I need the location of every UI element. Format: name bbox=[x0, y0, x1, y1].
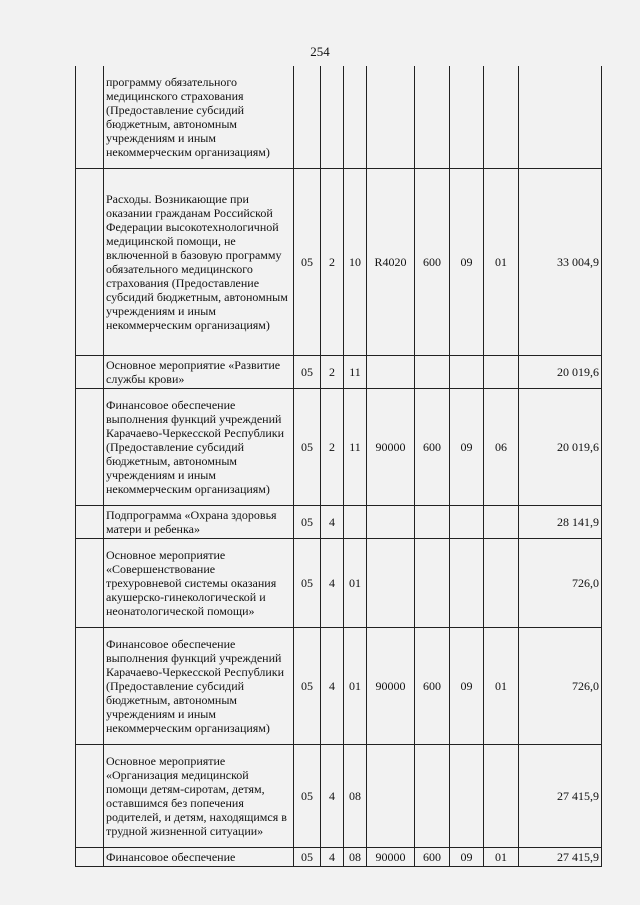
table-body bbox=[76, 66, 602, 867]
program-code-cell: 05 bbox=[294, 628, 321, 745]
event-code-cell bbox=[344, 506, 367, 539]
amount-cell: 20 019,6 bbox=[519, 389, 602, 506]
amount-cell: 27 415,9 bbox=[519, 745, 602, 848]
table-row bbox=[76, 356, 602, 389]
amount-cell: 33 004,9 bbox=[519, 169, 602, 356]
subprogram-code-cell bbox=[321, 66, 344, 169]
program-code-cell bbox=[294, 66, 321, 169]
expense-type-cell bbox=[415, 506, 450, 539]
index-cell bbox=[76, 506, 104, 539]
item-name-cell: Основное мероприятие «Развитие службы крови» bbox=[104, 356, 294, 389]
index-cell bbox=[76, 66, 104, 169]
subsection-cell: 01 bbox=[484, 169, 519, 356]
subprogram-code-cell: 4 bbox=[321, 539, 344, 628]
direction-code-cell bbox=[367, 745, 415, 848]
subsection-cell: 01 bbox=[484, 628, 519, 745]
table-row bbox=[76, 848, 602, 867]
subprogram-code-cell: 4 bbox=[321, 506, 344, 539]
index-cell bbox=[76, 356, 104, 389]
amount-cell: 28 141,9 bbox=[519, 506, 602, 539]
direction-code-cell bbox=[367, 66, 415, 169]
item-name-cell: Основное мероприятие «Совершенствование трехуровневой системы оказания акушерско-гинекологической и неонатологической помощи» bbox=[104, 539, 294, 628]
section-cell: 09 bbox=[450, 848, 484, 867]
expense-type-cell: 600 bbox=[415, 848, 450, 867]
subprogram-code-cell: 2 bbox=[321, 389, 344, 506]
subsection-cell bbox=[484, 66, 519, 169]
amount-cell: 726,0 bbox=[519, 539, 602, 628]
section-cell: 09 bbox=[450, 169, 484, 356]
index-cell bbox=[76, 745, 104, 848]
amount-cell bbox=[519, 66, 602, 169]
subsection-cell bbox=[484, 745, 519, 848]
subsection-cell bbox=[484, 356, 519, 389]
subprogram-code-cell: 4 bbox=[321, 628, 344, 745]
item-name-cell: Финансовое обеспечение выполнения функций учреждений Карачаево-Черкесской Республики (Предоставление субсидий бюджетным, автономным учреждениям и иным некоммерческим организациям) bbox=[104, 389, 294, 506]
event-code-cell: 01 bbox=[344, 628, 367, 745]
program-code-cell: 05 bbox=[294, 169, 321, 356]
subprogram-code-cell: 2 bbox=[321, 169, 344, 356]
subsection-cell: 01 bbox=[484, 848, 519, 867]
table-row bbox=[76, 66, 602, 169]
section-cell bbox=[450, 539, 484, 628]
direction-code-cell bbox=[367, 539, 415, 628]
expense-type-cell bbox=[415, 745, 450, 848]
index-cell bbox=[76, 539, 104, 628]
amount-cell: 726,0 bbox=[519, 628, 602, 745]
section-cell bbox=[450, 506, 484, 539]
item-name-cell: Расходы. Возникающие при оказании гражданам Российской Федерации высокотехнологичной медицинской помощи, не включенной в базовую программу обязательного медицинского страхования (Предоставление субсидий бюджетным, автономным учреждениям и иным некоммерческим организациям) bbox=[104, 169, 294, 356]
expense-type-cell bbox=[415, 66, 450, 169]
event-code-cell: 01 bbox=[344, 539, 367, 628]
index-cell bbox=[76, 389, 104, 506]
item-name-cell: Подпрограмма «Охрана здоровья матери и ребенка» bbox=[104, 506, 294, 539]
direction-code-cell: 90000 bbox=[367, 848, 415, 867]
index-cell bbox=[76, 169, 104, 356]
event-code-cell: 08 bbox=[344, 848, 367, 867]
table-row bbox=[76, 628, 602, 745]
budget-table bbox=[75, 66, 602, 867]
event-code-cell: 08 bbox=[344, 745, 367, 848]
expense-type-cell: 600 bbox=[415, 628, 450, 745]
expense-type-cell bbox=[415, 539, 450, 628]
program-code-cell: 05 bbox=[294, 745, 321, 848]
subsection-cell bbox=[484, 539, 519, 628]
expense-type-cell: 600 bbox=[415, 169, 450, 356]
index-cell bbox=[76, 848, 104, 867]
item-name-cell: программу обязательного медицинского страхования (Предоставление субсидий бюджетным, автономным учреждениям и иным некоммерческим организациям) bbox=[104, 66, 294, 169]
item-name-cell: Финансовое обеспечение выполнения функций учреждений Карачаево-Черкесской Республики (Предоставление субсидий бюджетным, автономным учреждениям и иным некоммерческим организациям) bbox=[104, 628, 294, 745]
expense-type-cell bbox=[415, 356, 450, 389]
section-cell bbox=[450, 356, 484, 389]
subsection-cell: 06 bbox=[484, 389, 519, 506]
subsection-cell bbox=[484, 506, 519, 539]
page-number: 254 bbox=[310, 44, 330, 59]
amount-cell: 20 019,6 bbox=[519, 356, 602, 389]
amount-cell: 27 415,9 bbox=[519, 848, 602, 867]
program-code-cell: 05 bbox=[294, 506, 321, 539]
event-code-cell: 11 bbox=[344, 356, 367, 389]
direction-code-cell bbox=[367, 506, 415, 539]
event-code-cell: 11 bbox=[344, 389, 367, 506]
table-row bbox=[76, 389, 602, 506]
item-name-cell: Основное мероприятие «Организация медицинской помощи детям-сиротам, детям, оставшимся без попечения родителей, и детям, находящимся в трудной жизненной ситуации» bbox=[104, 745, 294, 848]
section-cell: 09 bbox=[450, 389, 484, 506]
direction-code-cell: R4020 bbox=[367, 169, 415, 356]
direction-code-cell: 90000 bbox=[367, 389, 415, 506]
table-row bbox=[76, 745, 602, 848]
table-row bbox=[76, 169, 602, 356]
index-cell bbox=[76, 628, 104, 745]
direction-code-cell bbox=[367, 356, 415, 389]
table-row bbox=[76, 539, 602, 628]
expense-type-cell: 600 bbox=[415, 389, 450, 506]
table-row bbox=[76, 506, 602, 539]
program-code-cell: 05 bbox=[294, 848, 321, 867]
direction-code-cell: 90000 bbox=[367, 628, 415, 745]
subprogram-code-cell: 2 bbox=[321, 356, 344, 389]
section-cell: 09 bbox=[450, 628, 484, 745]
subprogram-code-cell: 4 bbox=[321, 745, 344, 848]
event-code-cell: 10 bbox=[344, 169, 367, 356]
section-cell bbox=[450, 745, 484, 848]
item-name-cell: Финансовое обеспечение bbox=[104, 848, 294, 867]
subprogram-code-cell: 4 bbox=[321, 848, 344, 867]
program-code-cell: 05 bbox=[294, 539, 321, 628]
event-code-cell bbox=[344, 66, 367, 169]
program-code-cell: 05 bbox=[294, 389, 321, 506]
section-cell bbox=[450, 66, 484, 169]
program-code-cell: 05 bbox=[294, 356, 321, 389]
